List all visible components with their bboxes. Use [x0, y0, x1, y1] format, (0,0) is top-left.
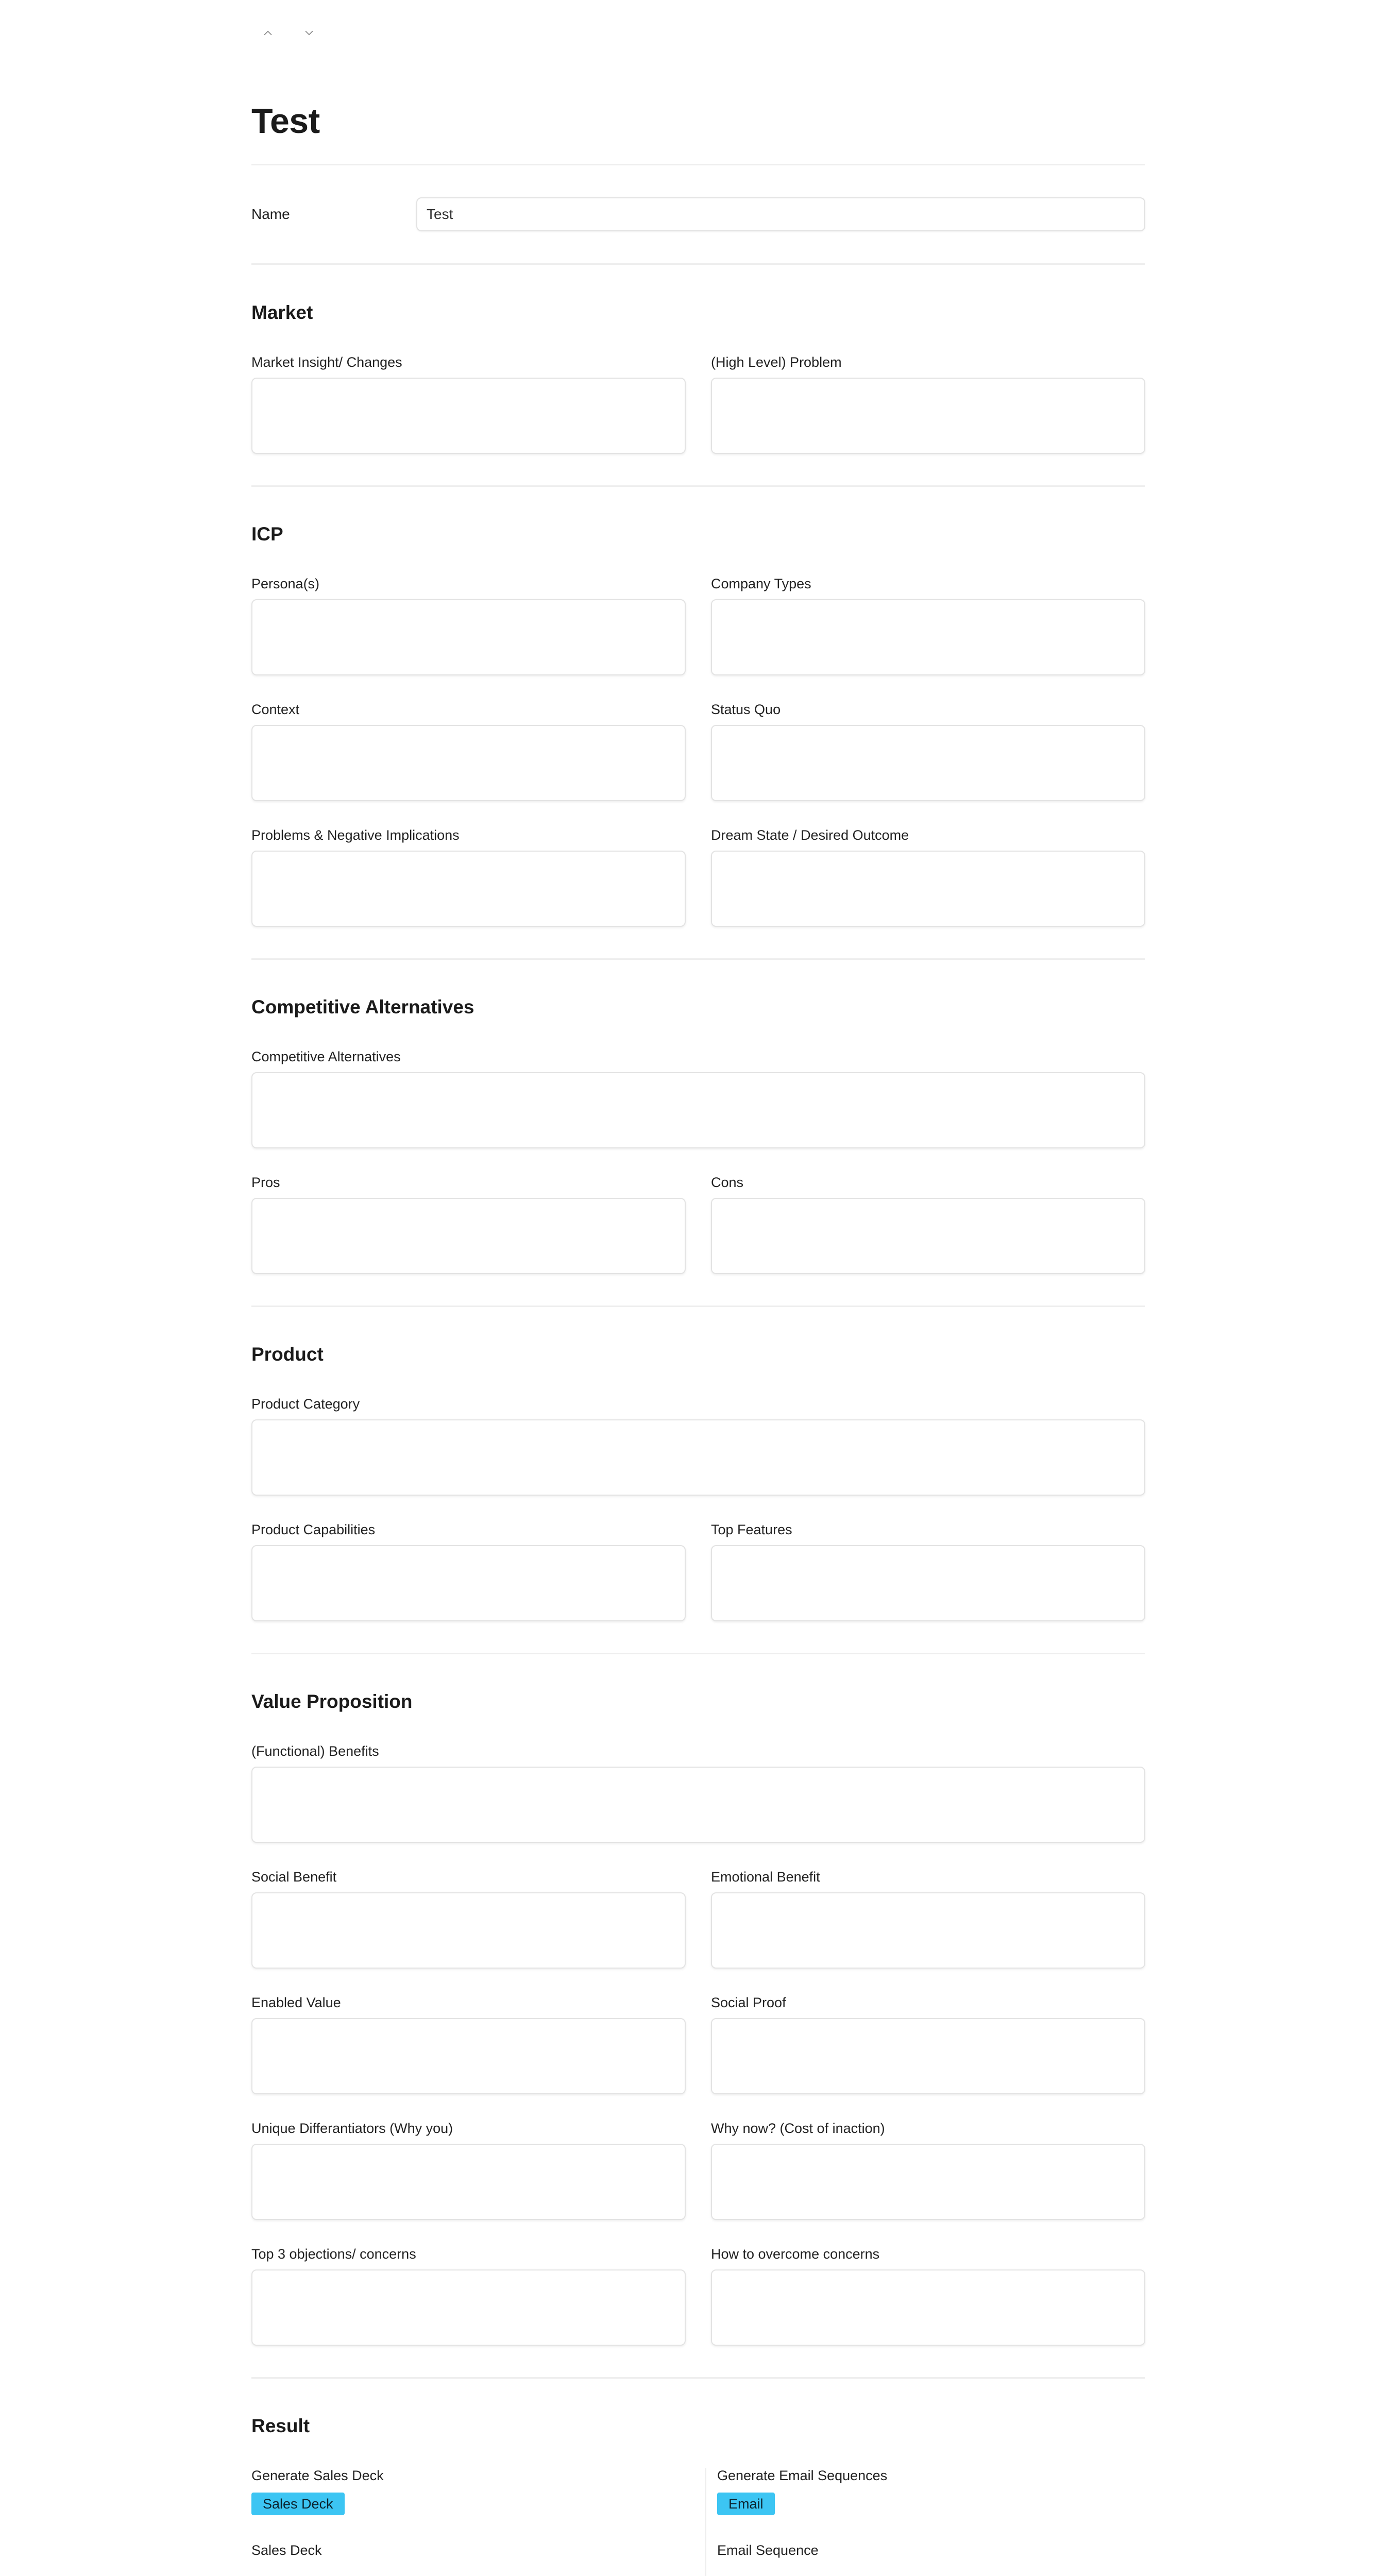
result-column-divider [705, 2468, 706, 2576]
sales-deck-button[interactable]: Sales Deck [251, 2493, 345, 2515]
name-label: Name [251, 206, 290, 222]
next-record-button[interactable] [299, 23, 319, 43]
objections-textarea[interactable] [251, 2269, 686, 2346]
cons-textarea[interactable] [711, 1198, 1145, 1274]
differentiators-label: Unique Differantiators (Why you) [251, 2121, 453, 2136]
high-level-problem-label: (High Level) Problem [711, 354, 842, 370]
social-benefit-label: Social Benefit [251, 1869, 337, 1885]
previous-record-button[interactable] [258, 23, 278, 43]
divider [251, 958, 1145, 960]
emotional-benefit-textarea[interactable] [711, 1892, 1145, 1969]
why-now-label: Why now? (Cost of inaction) [711, 2121, 885, 2136]
pros-textarea[interactable] [251, 1198, 686, 1274]
top-features-textarea[interactable] [711, 1545, 1145, 1621]
overcome-concerns-textarea[interactable] [711, 2269, 1145, 2346]
dream-state-textarea[interactable] [711, 851, 1145, 927]
product-category-textarea[interactable] [251, 1419, 1145, 1496]
status-quo-textarea[interactable] [711, 725, 1145, 801]
functional-benefits-textarea[interactable] [251, 1767, 1145, 1843]
enabled-value-label: Enabled Value [251, 1995, 341, 2010]
section-title-competitive: Competitive Alternatives [251, 996, 474, 1018]
divider [251, 1306, 1145, 1307]
product-category-label: Product Category [251, 1396, 360, 1412]
section-title-value-proposition: Value Proposition [251, 1691, 413, 1712]
market-insight-label: Market Insight/ Changes [251, 354, 402, 370]
functional-benefits-label: (Functional) Benefits [251, 1743, 379, 1759]
enabled-value-textarea[interactable] [251, 2018, 686, 2094]
problems-label: Problems & Negative Implications [251, 827, 460, 843]
market-insight-textarea[interactable] [251, 378, 686, 454]
objections-label: Top 3 objections/ concerns [251, 2246, 416, 2262]
pros-label: Pros [251, 1175, 280, 1190]
sales-deck-output-label: Sales Deck [251, 2543, 322, 2558]
chevron-down-icon [302, 26, 316, 40]
emotional-benefit-label: Emotional Benefit [711, 1869, 820, 1885]
divider [251, 1653, 1145, 1654]
overcome-concerns-label: How to overcome concerns [711, 2246, 880, 2262]
social-proof-label: Social Proof [711, 1995, 786, 2010]
competitive-alternatives-textarea[interactable] [251, 1072, 1145, 1148]
context-textarea[interactable] [251, 725, 686, 801]
divider [251, 485, 1145, 487]
section-title-product: Product [251, 1344, 324, 1365]
problems-textarea[interactable] [251, 851, 686, 927]
status-quo-label: Status Quo [711, 702, 781, 717]
section-title-market: Market [251, 302, 313, 323]
section-title-result: Result [251, 2415, 310, 2436]
divider [251, 2377, 1145, 2379]
differentiators-textarea[interactable] [251, 2144, 686, 2220]
personas-label: Persona(s) [251, 576, 320, 591]
generate-email-sequences-label: Generate Email Sequences [717, 2468, 888, 2483]
section-title-icp: ICP [251, 523, 283, 545]
top-features-label: Top Features [711, 1522, 792, 1537]
social-proof-textarea[interactable] [711, 2018, 1145, 2094]
product-capabilities-textarea[interactable] [251, 1545, 686, 1621]
company-types-textarea[interactable] [711, 599, 1145, 675]
product-capabilities-label: Product Capabilities [251, 1522, 376, 1537]
chevron-up-icon [261, 26, 275, 40]
dream-state-label: Dream State / Desired Outcome [711, 827, 909, 843]
social-benefit-textarea[interactable] [251, 1892, 686, 1969]
high-level-problem-textarea[interactable] [711, 378, 1145, 454]
divider [251, 164, 1145, 165]
competitive-alternatives-label: Competitive Alternatives [251, 1049, 401, 1064]
generate-sales-deck-label: Generate Sales Deck [251, 2468, 384, 2483]
company-types-label: Company Types [711, 576, 811, 591]
divider [251, 263, 1145, 265]
context-label: Context [251, 702, 300, 717]
page-title: Test [251, 101, 320, 141]
email-sequence-output-label: Email Sequence [717, 2543, 819, 2558]
email-button[interactable]: Email [717, 2493, 775, 2515]
cons-label: Cons [711, 1175, 744, 1190]
name-input[interactable] [416, 197, 1145, 231]
why-now-textarea[interactable] [711, 2144, 1145, 2220]
personas-textarea[interactable] [251, 599, 686, 675]
